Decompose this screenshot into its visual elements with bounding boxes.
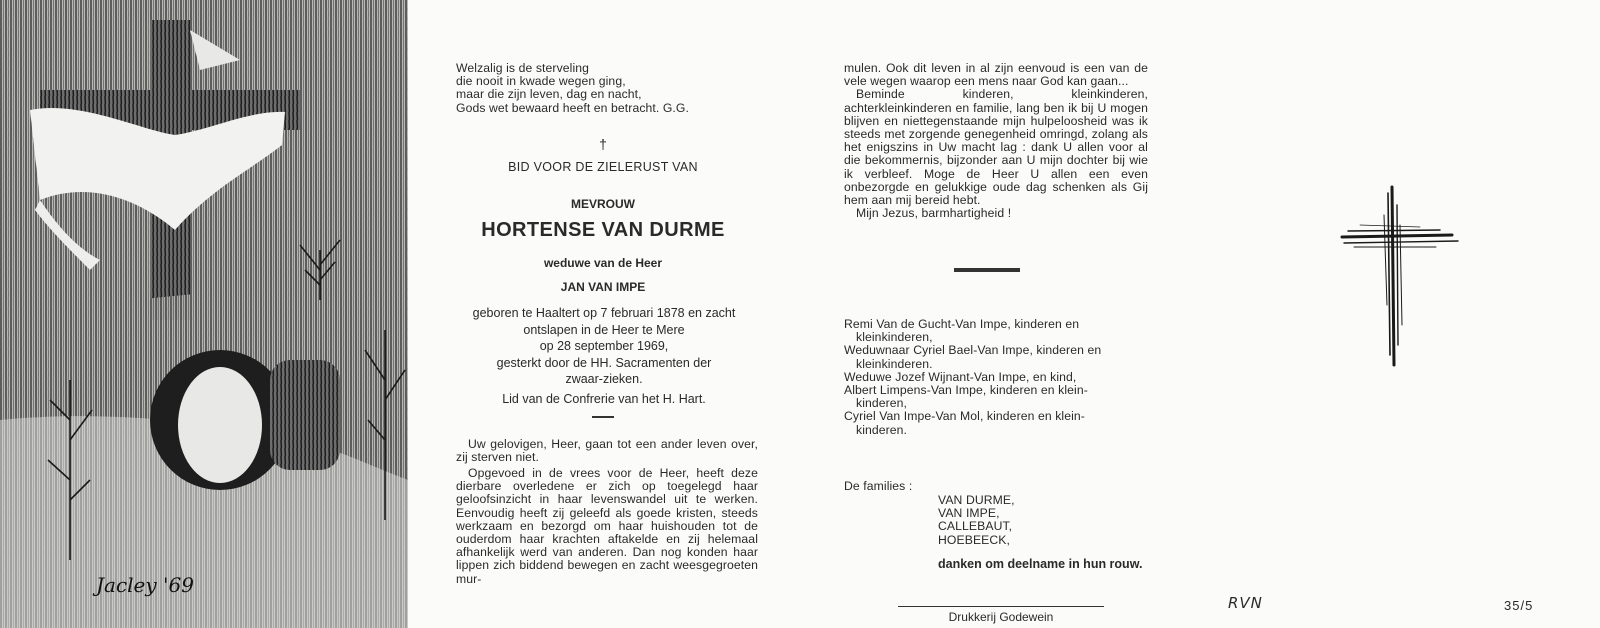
- widow-of-label: weduwe van de Heer: [543, 256, 663, 270]
- ink-drawing-image: [0, 0, 408, 628]
- family-line: Weduwe Jozef Wijnant-Van Impe, en kind,: [844, 369, 1077, 384]
- mourning-family-list: [844, 318, 1148, 437]
- family-surname: CALLEBAUT,: [938, 519, 1013, 534]
- honorific: MEVROUW: [571, 197, 635, 211]
- family-line: Weduwnaar Cyriel Bael-Van Impe, kinderen en: [844, 343, 1102, 358]
- family-line: Remi Van de Gucht-Van Impe, kinderen en: [844, 317, 1080, 331]
- family-line-continued: kinderen,: [856, 396, 908, 411]
- birth-death-line: op 28 september 1969,: [539, 339, 669, 353]
- husband-name: JAN VAN IMPE: [560, 280, 646, 294]
- family-line: Cyriel Van Impe-Van Mol, kinderen en klein-: [844, 409, 1085, 424]
- archive-initials: RVN: [1228, 594, 1263, 612]
- deceased-name: HORTENSE VAN DURME: [481, 219, 725, 241]
- small-cross-icon: †: [599, 136, 607, 152]
- memorial-front-panel: [408, 0, 800, 628]
- epigraph-poem: [456, 62, 756, 115]
- poem-line: maar die zijn leven, dag en nacht,: [456, 87, 642, 102]
- brush-cross-icon: [1340, 185, 1460, 375]
- prayer-text: [456, 438, 758, 464]
- divider: [592, 416, 614, 418]
- membership-line: Lid van de Confrerie van het H. Hart.: [502, 392, 706, 406]
- memorial-inner-panel: [800, 0, 1200, 628]
- birth-death-line: ontslapen in de Heer te Mere: [523, 322, 685, 337]
- poem-line: die nooit in kwade wegen ging,: [456, 74, 626, 89]
- cover-artwork: [0, 0, 408, 628]
- birth-death-line: geboren te Haaltert op 7 februari 1878 en zacht: [472, 306, 736, 320]
- family-line-continued: kleinkinderen.: [856, 356, 933, 371]
- prayer-intro: BID VOOR DE ZIELERUST VAN: [508, 160, 698, 174]
- artist-signature: Jacley '69: [96, 573, 194, 597]
- memorial-back-panel: [1200, 0, 1600, 628]
- family-surnames: [938, 494, 1015, 547]
- closing-prayer: Mijn Jezus, barmhartigheid !: [856, 206, 1012, 221]
- farewell-paragraph: Beminde kinderen, kleinkinderen, achterkleinkinderen en familie, lang ben ik bij U mogen blijven en niettegenstaande mijn hulpeloosheid was ik steeds met zorgende genegenheid omringd, zolang als het enigszins in Uw macht lag : dank U allen voor al die bekommernis, bijzonder aan U mijn dochter bij wie ik verbleef. Moge de Heer U allen een even onbezorgde en gelukkige oude dag schenken als Gij hem aan mij bereid hebt.: [844, 87, 1148, 208]
- family-surname: VAN IMPE,: [938, 506, 1000, 521]
- biography-paragraph: Opgevoed in de vrees voor de Heer, heeft deze dierbare overledene er zich op toegelegd haar geloofsinzicht in haar levenswandel uit te werken. Eenvoudig heeft zij geleefd als goede kristen, steeds werkzaam en bezorgd om haar huishouden tot de ouderdom haar krachten aftakelde en zij helemaal afhankelijk werd van anderen. Dan nog konden haar lippen zich biddend bewegen en zacht weesgegroeten mur-: [456, 466, 758, 586]
- families-label: De families :: [844, 479, 913, 493]
- poem-line: Welzalig is de sterveling: [456, 61, 590, 75]
- family-line: Albert Limpens-Van Impe, kinderen en klein-: [844, 383, 1088, 398]
- printer-name: Drukkerij Godewein: [948, 610, 1054, 624]
- family-surname: HOEBEECK,: [938, 532, 1011, 547]
- family-surname: VAN DURME,: [938, 493, 1015, 507]
- family-line-continued: kinderen.: [856, 422, 908, 437]
- biography-continued-paragraph: mulen. Ook dit leven in al zijn eenvoud is een van de vele wegen waarop een mens naar God kan gaan...: [844, 61, 1148, 89]
- birth-death-details: [454, 305, 754, 388]
- printer-rule: [898, 606, 1104, 607]
- catalog-number: 35/5: [1504, 598, 1534, 613]
- birth-death-line: zwaar-zieken.: [565, 372, 643, 386]
- biography-continued: [844, 62, 1148, 220]
- thanks-line: danken om deelname in hun rouw.: [938, 557, 1143, 571]
- birth-death-line: gesterkt door de HH. Sacramenten der: [496, 355, 712, 370]
- divider: [954, 268, 1020, 272]
- poem-line: Gods wet bewaard heeft en betracht. G.G.: [456, 100, 689, 115]
- family-line-continued: kleinkinderen,: [856, 330, 933, 345]
- biography-text: [456, 467, 758, 586]
- prayer-paragraph: Uw gelovigen, Heer, gaan tot een ander leven over, zij sterven niet.: [456, 437, 758, 465]
